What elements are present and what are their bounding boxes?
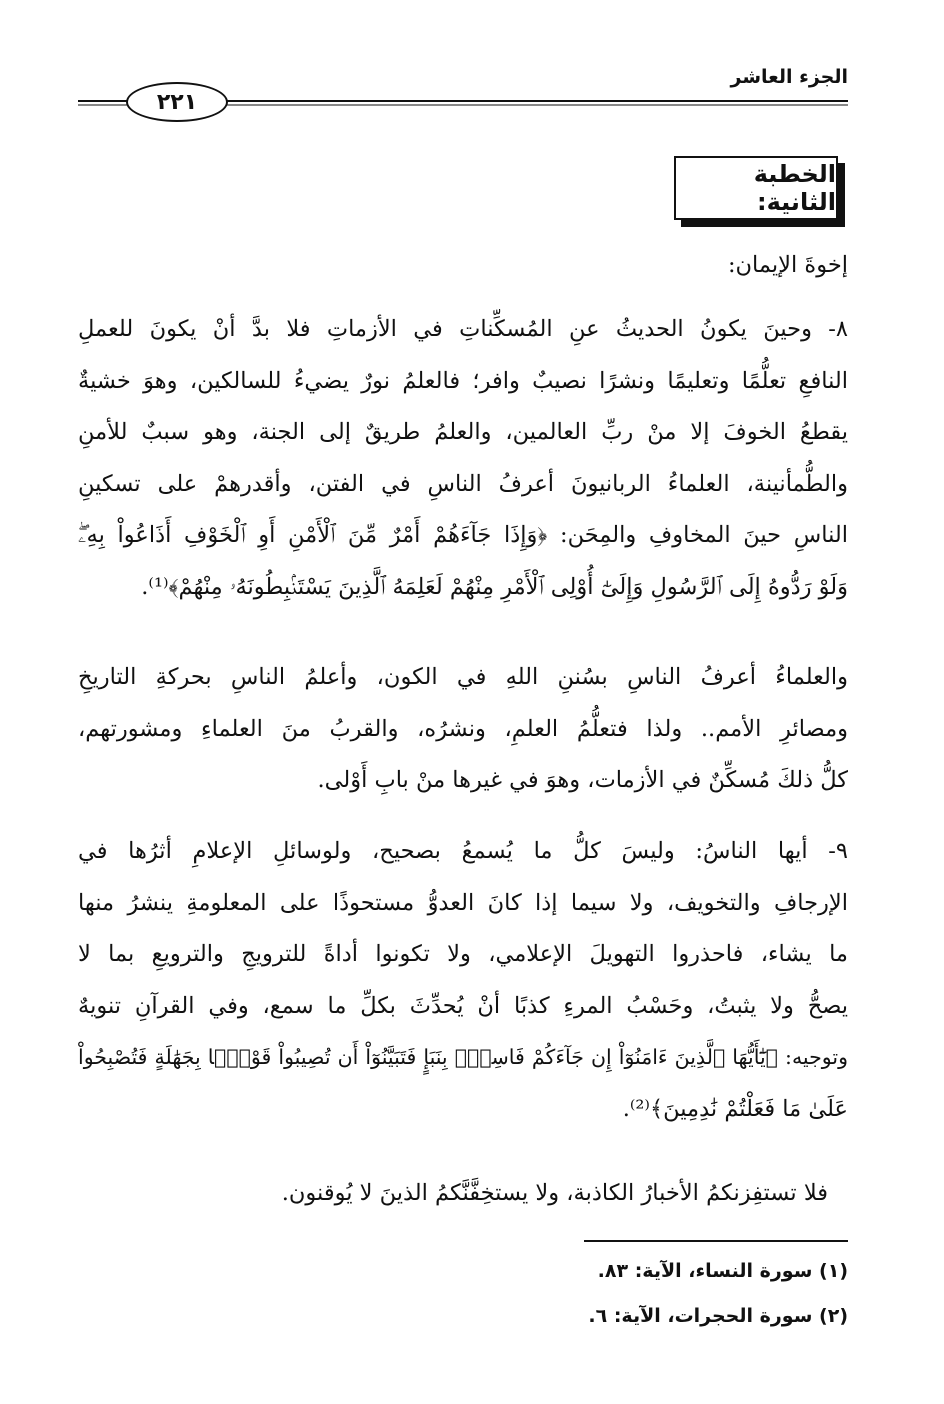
paragraph-scholars (78, 652, 848, 807)
footnote-divider (584, 1240, 848, 1242)
text-line: ومصائرِ الأمم.. ولذا فتعلُّمُ العلمِ، ونشرُه، والقربُ منَ العلماءِ ومشورتهم، (78, 715, 848, 742)
text-line: النافعِ تعلُّمًا وتعليمًا ونشرًا نصيبٌ وافر؛ فالعلمُ نورٌ يضيءُ للسالكين، وهوَ خشيةٌ (78, 367, 848, 394)
text-line: ما يشاء، فاحذروا التهويلَ الإعلامي، ولا تكونوا أداةً للترويجِ والترويعِ بما لا (78, 941, 848, 967)
paragraph-8 (78, 304, 848, 613)
greeting: إخوةَ الإيمان: (727, 252, 848, 278)
paragraph-9 (78, 826, 848, 1135)
quran-verse-line: الناسِ حينَ المخاوفِ والمِحَن: ﴿وَإِذَا جَآءَهُمْ أَمْرٌ مِّنَ ٱلْأَمْنِ أَوِ ٱلْخَوْفِ أَذَاعُواْ بِهِۦۖ (78, 522, 848, 548)
page-number: ٢٢١ (126, 82, 228, 122)
section-title: الخطبة الثانية: (674, 156, 838, 220)
text-line: والطُّمأنينة، العلماءُ الربانيونَ أعرفُ الناسِ في الفتن، وأقدرهمْ على تسكينِ (78, 470, 848, 497)
quran-verse-line: وَلَوْ رَدُّوهُ إِلَى ٱلرَّسُولِ وَإِلَىٰٓ أُوْلِى ٱلْأَمْرِ مِنْهُمْ لَعَلِمَهُ ٱلَّذِينَ يَسْتَنۢبِطُونَهُۥ مِنْهُمْ﴾⁽¹⁾. (141, 573, 848, 600)
text-line: يصحُّ ولا يثبتُ، وحَسْبُ المرءِ كذبًا أنْ يُحدِّثَ بكلِّ ما سمع، وفي القرآنِ تنويهٌ (78, 992, 848, 1019)
quran-verse-line: عَلَىٰ مَا فَعَلْتُمْ نَٰدِمِينَ﴾⁽²⁾. (622, 1095, 848, 1122)
text-line: ٨- وحينَ يكونُ الحديثُ عنِ المُسكِّناتِ في الأزماتِ فلا بدَّ أنْ يكونَ للعملِ (78, 316, 848, 342)
paragraph-closing: فلا تستفِزنكمُ الأخبارُ الكاذبة، ولا يستخِفَّنَّكمُ الذينَ لا يُوقنون. (281, 1180, 828, 1206)
text-line: والعلماءُ أعرفُ الناسِ بسُننِ اللهِ في الكون، وأعلمُ الناسِ بحركةِ التاريخِ (78, 664, 848, 690)
quran-verse-line: وتوجيه: ﴿يَٰٓأَيُّهَا ٱلَّذِينَ ءَامَنُوٓاْ إِن جَآءَكُمْ فَاسِقُۢ بِنَبَإٍ فَتَبَيَّنُوٓاْ أَن تُصِيبُواْ قَوْمًۢا بِجَهَٰلَةٍ فَتُصْبِحُواْ (78, 1045, 848, 1069)
text-line: كلُّ ذلكَ مُسكِّنٌ في الأزمات، وهوَ في غيرها منْ بابِ أَوْلى. (317, 767, 848, 793)
footnote-1: (١) سورة النساء، الآية: ٨٣. (597, 1260, 848, 1282)
part-title: الجزء العاشر (730, 66, 848, 88)
footnote-2: (٢) سورة الحجرات، الآية: ٦. (588, 1305, 848, 1327)
text-line: الإرجافِ والتخويف، ولا سيما إذا كانَ العدوُّ مستحوذًا على المعلومةِ ينشرُ منها (78, 889, 848, 916)
text-line: ٩- أيها الناسُ: وليسَ كلُّ ما يُسمعُ بصحيح، ولوسائلِ الإعلامِ أثرُها في (78, 838, 848, 864)
text-line: يقطعُ الخوفَ إلا منْ ربِّ العالمين، والعلمُ طريقٌ إلى الجنة، وهو سببٌ للأمنِ (78, 419, 848, 445)
